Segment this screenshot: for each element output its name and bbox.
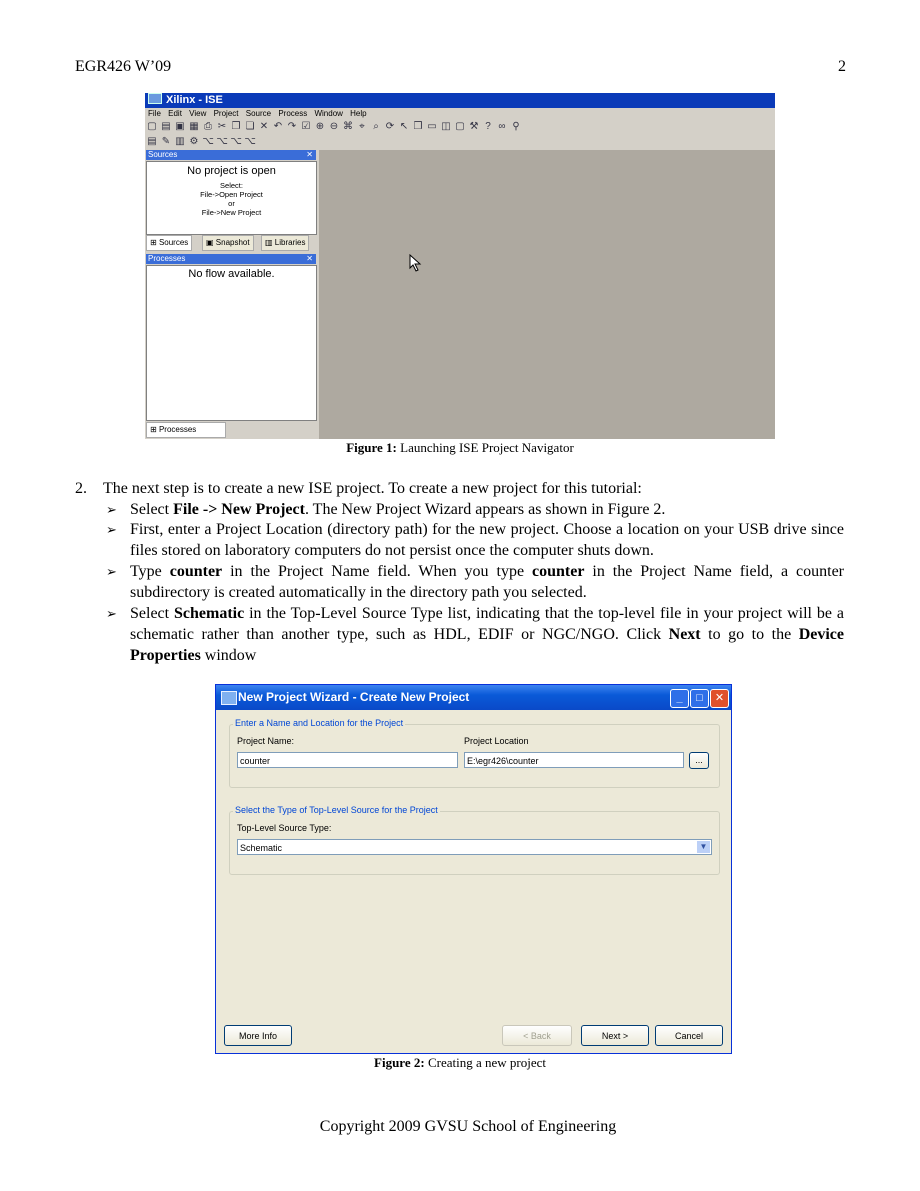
- more-info-button[interactable]: More Info: [224, 1025, 292, 1046]
- figure-2-caption-label: Figure 2:: [374, 1055, 425, 1070]
- maximize-icon[interactable]: □: [690, 689, 709, 708]
- bullet-icon: ➢: [106, 522, 117, 537]
- chevron-down-icon[interactable]: ▼: [697, 841, 710, 853]
- step-number: 2.: [75, 480, 87, 497]
- menu-window[interactable]: Window: [314, 109, 343, 118]
- menu-edit[interactable]: Edit: [168, 109, 182, 118]
- sources-help-line: File->New Project: [201, 208, 262, 217]
- cascade-icon[interactable]: ❒: [413, 121, 423, 132]
- figure-2-caption: [215, 1055, 705, 1071]
- processes-panel-title: Processes: [148, 254, 186, 263]
- close-icon[interactable]: ✕: [710, 689, 729, 708]
- zoom-out-icon[interactable]: ⊖: [329, 121, 339, 132]
- bullet-text: Select: [130, 605, 174, 622]
- project-name-label: Project Name:: [237, 736, 295, 746]
- ise-menubar: [145, 108, 775, 119]
- tile-h-icon[interactable]: ▭: [427, 121, 437, 132]
- bullet-item: [130, 561, 844, 603]
- rerun-all-icon[interactable]: ⌥: [230, 136, 242, 147]
- menu-source[interactable]: Source: [245, 109, 272, 118]
- sources-close-icon[interactable]: ✕: [306, 150, 313, 159]
- zoom-in-icon[interactable]: ⊕: [315, 121, 325, 132]
- cancel-button[interactable]: Cancel: [655, 1025, 723, 1046]
- step-intro: The next step is to create a new ISE project. To create a new project for this tutorial:: [103, 480, 642, 497]
- bullet-bold: counter: [169, 563, 223, 580]
- bullet-bold: File -> New Project: [173, 501, 305, 518]
- page-number: 2: [838, 58, 846, 75]
- source-type-group-label: Select the Type of Top-Level Source for the Project: [235, 805, 438, 815]
- save-icon[interactable]: ▣: [175, 121, 185, 132]
- bullet-text: in the Project Name field, a counter subdirectory is created automatically in the directory path you selected.: [130, 563, 844, 601]
- browse-button[interactable]: ...: [689, 752, 709, 769]
- zoom-full-icon[interactable]: ⌖: [359, 121, 365, 132]
- figure-2-new-project-wizard: [215, 684, 732, 1054]
- menu-view[interactable]: View: [189, 109, 207, 118]
- bullet-icon: ➢: [106, 564, 117, 579]
- footer-copyright: Copyright 2009 GVSU School of Engineering: [319, 1118, 617, 1135]
- tile-v-icon[interactable]: ◫: [441, 121, 451, 132]
- tab-snapshot[interactable]: [202, 235, 254, 251]
- wizard-titlebar: [216, 685, 732, 710]
- libraries-icon: ▥: [265, 238, 275, 247]
- print-icon[interactable]: ⎙: [204, 121, 212, 132]
- tools-icon[interactable]: ⚒: [469, 121, 479, 132]
- back-button[interactable]: < Back: [502, 1025, 572, 1046]
- bullet-bold: Next: [668, 626, 701, 643]
- source-type-label: Top-Level Source Type:: [237, 823, 332, 833]
- help-pointer-icon[interactable]: ?: [485, 121, 491, 132]
- menu-file[interactable]: File: [148, 109, 161, 118]
- tab-libraries-label: Libraries: [274, 238, 306, 247]
- ise-titlebar: [145, 93, 775, 108]
- project-name-field[interactable]: counter: [237, 752, 458, 768]
- source-type-value: Schematic: [240, 843, 283, 853]
- add-source-icon[interactable]: ▤: [147, 136, 157, 147]
- bullet-text: window: [200, 647, 257, 664]
- zoom-fit-icon[interactable]: ⌘: [343, 121, 353, 132]
- bullet-text: Type: [130, 563, 170, 580]
- bullet-text: to go to the: [700, 626, 799, 643]
- menu-project[interactable]: Project: [213, 109, 239, 118]
- tab-libraries[interactable]: [261, 235, 309, 251]
- sources-tab-icon: ⊞: [150, 238, 159, 247]
- sources-help-line: Select:: [220, 181, 243, 190]
- processes-status: No flow available.: [188, 268, 275, 280]
- ise-window-title: Xilinx - ISE: [166, 94, 223, 106]
- bullet-icon: ➢: [106, 606, 117, 621]
- new-file-icon[interactable]: ▢: [147, 121, 157, 132]
- bullet-bold: Schematic: [174, 605, 245, 622]
- delete-icon[interactable]: ✕: [259, 121, 269, 132]
- stop-icon[interactable]: ⌥: [244, 136, 256, 147]
- mouse-cursor-icon: [409, 254, 423, 272]
- sources-panel: [146, 161, 317, 235]
- project-location-field[interactable]: E:\egr426\counter: [464, 752, 684, 768]
- undo-icon[interactable]: ↶: [273, 121, 283, 132]
- sources-panel-title: Sources: [148, 150, 178, 159]
- sources-help-line: or: [228, 199, 235, 208]
- paste-icon[interactable]: ❏: [245, 121, 255, 132]
- save-all-icon[interactable]: ▦: [189, 121, 199, 132]
- edit-source-icon[interactable]: ✎: [161, 136, 171, 147]
- bullet-item: [130, 499, 844, 520]
- binoculars-icon[interactable]: ∞: [498, 121, 506, 132]
- open-folder-icon[interactable]: ▤: [161, 121, 171, 132]
- running-header: EGR426 W’09: [75, 58, 172, 75]
- bullet-icon: ➢: [106, 502, 117, 517]
- ise-toolbar-2: [145, 135, 775, 149]
- find-icon[interactable]: ⌕: [373, 121, 379, 132]
- figure-2-caption-text: Creating a new project: [424, 1055, 546, 1070]
- copy-icon[interactable]: ❐: [231, 121, 241, 132]
- run-icon[interactable]: ⌥: [202, 136, 214, 147]
- window-icon[interactable]: ▢: [455, 121, 465, 132]
- bullet-text: Select: [130, 501, 174, 518]
- camera-icon: ▣: [206, 238, 216, 247]
- sources-status: No project is open: [187, 165, 276, 177]
- bullet-text: in the Top-Level Source Type list, indicating that the top-level file in your project will be a schematic rather than another type, such as HDL, EDIF or NGC/NGO. Click: [130, 605, 845, 643]
- pointer-icon[interactable]: ↖: [399, 121, 409, 132]
- tab-sources-label: Sources: [158, 238, 189, 247]
- tab-processes[interactable]: [146, 422, 226, 438]
- name-location-group-label: Enter a Name and Location for the Project: [235, 718, 404, 728]
- processes-panel-header: [146, 254, 316, 264]
- tab-snapshot-label: Snapshot: [215, 238, 250, 247]
- bullet-text: . The New Project Wizard appears as shown in Figure 2.: [304, 501, 666, 518]
- menu-help[interactable]: Help: [350, 109, 367, 118]
- cut-icon[interactable]: ✂: [217, 121, 227, 132]
- ise-workspace: [319, 150, 775, 439]
- figure-1-caption-label: Figure 1:: [346, 440, 397, 455]
- processes-panel: [146, 265, 317, 421]
- check-icon[interactable]: ☑: [301, 121, 311, 132]
- bullet-bold: counter: [532, 563, 585, 580]
- refresh-icon[interactable]: ⟳: [385, 121, 395, 132]
- next-button[interactable]: Next >: [581, 1025, 649, 1046]
- sources-help-text: [147, 181, 316, 217]
- project-location-label: Project Location: [464, 736, 529, 746]
- redo-icon[interactable]: ↷: [287, 121, 297, 132]
- menu-process[interactable]: Process: [278, 109, 308, 118]
- figure-1-ise-window: [145, 93, 775, 439]
- sources-help-line: File->Open Project: [200, 190, 263, 199]
- wizard-app-icon: [221, 691, 237, 705]
- tab-processes-label: Processes: [158, 425, 197, 434]
- tab-sources[interactable]: [146, 235, 192, 251]
- figure-1-caption: [145, 440, 775, 456]
- processes-tab-icon: ⊞: [150, 425, 159, 434]
- ise-toolbar-1: [145, 120, 775, 134]
- rerun-icon[interactable]: ⌥: [216, 136, 228, 147]
- wizard-window-title: New Project Wizard - Create New Project: [238, 690, 470, 704]
- search-icon[interactable]: ⚲: [512, 121, 520, 132]
- source-type-select[interactable]: [237, 839, 712, 855]
- ise-app-icon: [148, 93, 162, 104]
- bullet-bold: Device Properties: [130, 626, 845, 664]
- bullet-item: First, enter a Project Location (directory path) for the new project. Choose a location on your USB drive since files stored on laboratory computers do not persist once the computer shuts down.: [130, 521, 844, 559]
- minimize-icon[interactable]: _: [670, 689, 689, 708]
- bullet-item: [130, 603, 844, 666]
- properties-icon[interactable]: ▥: [175, 136, 185, 147]
- bullet-text: in the Project Name field. When you type: [222, 563, 532, 580]
- processes-close-icon[interactable]: ✕: [306, 254, 313, 263]
- sources-panel-header: [146, 150, 316, 160]
- figure-1-caption-text: Launching ISE Project Navigator: [396, 440, 574, 455]
- implement-icon[interactable]: ⚙: [189, 136, 199, 147]
